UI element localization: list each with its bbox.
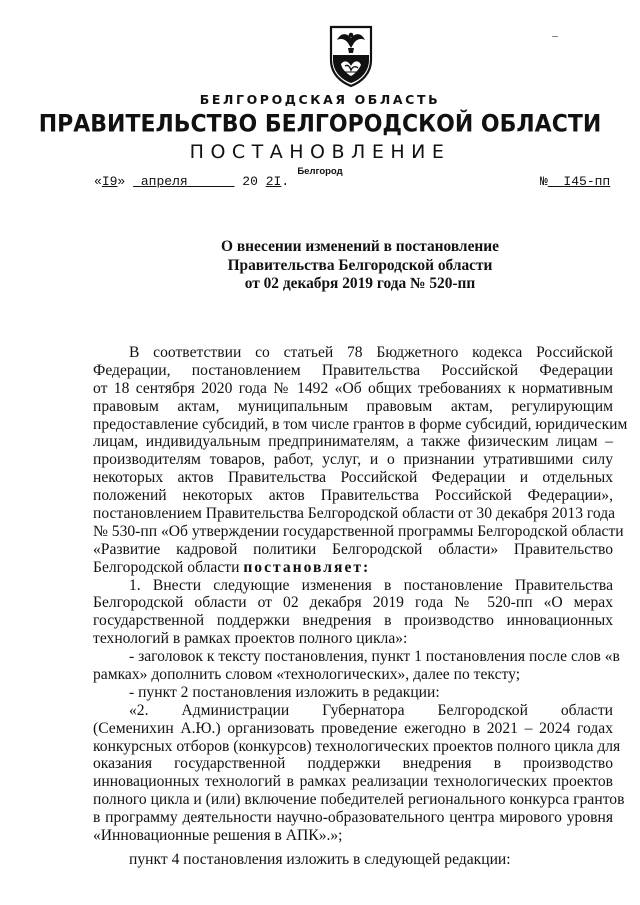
- subitem-line: пункт 4 постановления изложить в следующей редакции:: [129, 850, 511, 868]
- scan-mark: [552, 36, 558, 37]
- quote-line: инновационных технологий в рамках реализации технологических проектов: [93, 773, 613, 791]
- title-line: от 02 декабря 2019 года № 520-пп: [244, 275, 476, 292]
- coat-of-arms-icon: [327, 24, 375, 88]
- date-day: I9: [101, 174, 118, 189]
- quote-line: оказания государственной поддержки внедрения в производство: [93, 755, 613, 773]
- quote-line: конкурсных отборов (конкурсов) технологических проектов полного цикла для: [93, 737, 621, 755]
- quote-line: «Инновационные решения в АПК».»;: [93, 827, 343, 845]
- quote-line: полного цикла и (или) включение победителей регионального конкурса грантов: [93, 791, 625, 809]
- document-number: [540, 174, 610, 189]
- subitem-line: - пункт 2 постановления изложить в редакции:: [129, 683, 440, 701]
- item-1-line: государственной поддержки внедрения в производство инновационных: [93, 612, 613, 630]
- date-quote-open: «: [94, 174, 102, 189]
- document-type-heading: ПОСТАНОВЛЕНИЕ: [189, 141, 451, 163]
- quote-line: (Семенихин А.Ю.) организовать проведение ежегодно в 2021 – 2024 годах: [93, 719, 613, 737]
- body-line: лицам, индивидуальным предпринимателям, а также физическим лицам –: [93, 433, 613, 451]
- item-1-line: 1. Внести следующие изменения в постановление Правительства: [129, 576, 613, 594]
- number-value: I45-пп: [563, 174, 611, 189]
- document-title: [60, 238, 640, 294]
- body-line: предоставление субсидий, в том числе грантов в форме субсидий, юридическим: [93, 415, 628, 433]
- body-line: от 18 сентября 2020 года № 1492 «Об общих требованиях к нормативным: [93, 379, 613, 397]
- government-heading: ПРАВИТЕЛЬСТВО БЕЛГОРОДСКОЙ ОБЛАСТИ: [38, 111, 602, 138]
- resolves-line: Белгородской области постановляет:: [93, 558, 371, 576]
- body-line: правовым актам, муниципальным правовым актам, регулирующим: [93, 397, 613, 415]
- body-line: В соответствии со статьей 78 Бюджетного кодекса Российской: [129, 344, 613, 361]
- body-line: «Развитие кадровой политики Белгородской области» Правительство: [93, 540, 613, 558]
- region-heading: БЕЛГОРОДСКАЯ ОБЛАСТЬ: [199, 92, 441, 107]
- document-date: «I9» апреля 20 2I.: [94, 174, 290, 189]
- subitem-line: рамках» дополнить словом «технологических», далее по тексту;: [93, 666, 521, 684]
- body-line: Федерации, постановлением Правительства Российской Федерации: [93, 361, 613, 379]
- body-line: производителям товаров, работ, услуг, и о признании утратившими силу: [93, 451, 613, 469]
- item-1-line: технологий в рамках проектов полного цикла»:: [93, 630, 408, 648]
- date-year-suffix: 2I: [265, 174, 282, 189]
- quote-line: в программу деятельности научно-образовательного центра мирового уровня: [93, 809, 613, 827]
- title-line: О внесении изменений в постановление: [221, 238, 499, 255]
- title-line: Правительства Белгородской области: [227, 256, 493, 274]
- body-line: положений некоторых актов Правительства Российской Федерации»,: [93, 487, 613, 505]
- body-line: № 530-пп «Об утверждении государственной программы Белгородской области: [93, 522, 624, 540]
- subitem-line: - заголовок к тексту постановления, пункт 1 постановления после слов «в: [129, 648, 620, 666]
- number-label: №: [540, 174, 548, 189]
- date-quote-close: »: [117, 174, 126, 189]
- quote-line: «2. Администрации Губернатора Белгородской области: [129, 701, 613, 719]
- city-label: Белгород: [297, 166, 343, 177]
- body-line: постановлением Правительства Белгородской области от 30 декабря 2013 года: [93, 505, 616, 523]
- body-line: некоторых актов Правительства Российской Федерации и отдельных: [93, 469, 613, 487]
- document-body: [93, 344, 628, 869]
- item-1-line: Белгородской области от 02 декабря 2019 года № 520-пп «О мерах: [93, 594, 613, 612]
- date-year-prefix: 20: [242, 174, 258, 189]
- date-month: апреля: [140, 174, 188, 189]
- resolves-word: постановляет:: [243, 558, 371, 576]
